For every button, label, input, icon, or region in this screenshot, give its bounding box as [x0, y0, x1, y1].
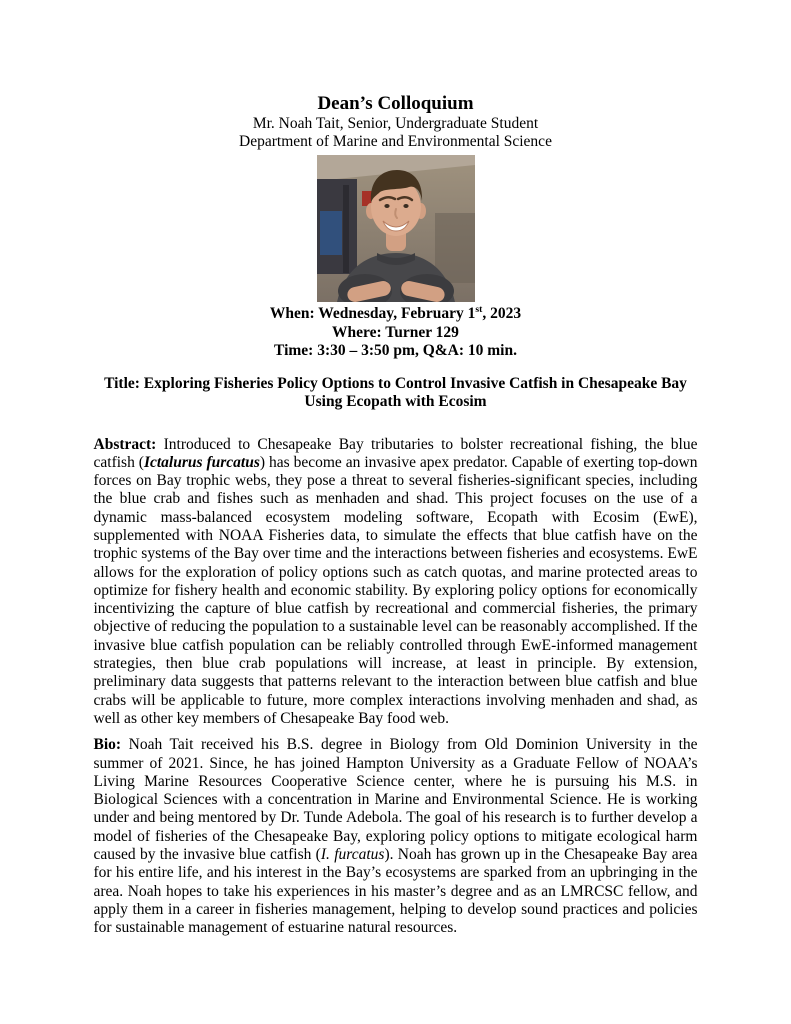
abstract-paragraph [94, 436, 698, 729]
photo-window-mullion [343, 185, 349, 273]
speaker-photo-container [94, 155, 698, 302]
text-segment: Where: Turner 129 [332, 323, 459, 341]
text-segment: Time: 3:30 – 3:50 pm, Q&A: 10 min. [274, 342, 517, 359]
talk-title-line-1: Title: Exploring Fisheries Policy Options to Control Invasive Catfish in Chesapeake Bay [104, 374, 687, 392]
text-segment: st [475, 303, 483, 315]
text-segment: Bio: [93, 736, 129, 754]
text-segment: ) has become an invasive apex predator. Capable of exerting top-down forces on Bay trophic webs, they pose a threat to several fisheries-significant species, including the blue crab and fishes such as menhaden and shad. This project focuses on the use of a dynamic mass-balanced ecosystem modeling software, Ecopath with Ecosim (EwE), supplemented with NOAA Fisheries data, to simulate the effects that blue catfish have on the trophic systems of the Bay over time and the interactions between fisheries and ecosystems. EwE allows for the exploration of policy options such as catch quotas, and marine protected areas to optimize for fishery health and economic stability. By exploring policy options for economically incentivizing the capture of blue catfish by recreational and commercial fisheries, the primary objective of reducing the population to a sustainable level can be reasonably accomplished. If the invasive blue catfish population can be reliably controlled through EwE-informed management strategies, then blue crab populations will increase, at least in principle. By extension, preliminary data suggests that patterns relevant to the interaction between blue catfish and blue crabs will be applicable to future, more complex interactions involving menhaden and shad, as well as other key members of Chesapeake Bay food web. [93, 453, 698, 727]
text-segment: Ictalurus furcatus [143, 453, 260, 471]
event-details [94, 305, 698, 361]
photo-eye-right [403, 204, 408, 208]
text-segment: Abstract: [93, 435, 164, 453]
event-time [94, 342, 698, 361]
photo-window-glass [320, 211, 342, 255]
photo-eye-left [384, 204, 389, 208]
text-segment: Noah Tait received his B.S. degree in Biology from Old Dominion University in the summer of 2021. Since, he has joined Hampton University as a Graduate Fellow of NOAA’s Living Marine Resources Cooperative Science center, where he is pursuing his M.S. in Biological Sciences with a concentration in Marine and Environmental Science. He is working under and being mentored by Dr. Tunde Adebola. The goal of his research is to further develop a model of fisheries of the Chesapeake Bay, exploring policy options to mitigate ecological harm caused by the invasive blue catfish ( [93, 736, 698, 864]
colloquium-title: Dean’s Colloquium [317, 93, 474, 114]
event-where [94, 324, 698, 343]
speaker-name: Mr. Noah Tait, Senior, Undergraduate Student [252, 115, 539, 132]
text-segment: , 2023 [482, 305, 522, 322]
text-segment: When: Wednesday, February 1 [269, 305, 476, 322]
talk-title [94, 375, 698, 412]
text-segment: I. furcatus [320, 846, 385, 864]
talk-title-line-2: Using Ecopath with Ecosim [304, 393, 487, 410]
text-segment: Introduced to Chesapeake Bay tributaries to bolster recreational fishing, the blue catfish ( [93, 435, 698, 471]
text-segment: ). Noah has grown up in the Chesapeake Bay area for his entire life, and his interest in the Bay’s ecosystems are sparked from an upbringing in the area. Noah hopes to take his experiences in his master’s degree and as an LMRCSC fellow, and apply them in a career in fisheries management, helping to develop sound practices and policies for sustainable management of estuarine natural resources. [93, 846, 698, 937]
flyer-header [94, 0, 698, 151]
speaker-photo [317, 155, 475, 302]
bio-paragraph [94, 736, 698, 937]
speaker-department: Department of Marine and Environmental Science [239, 133, 552, 150]
event-when [94, 305, 698, 324]
flyer-content [94, 0, 698, 938]
